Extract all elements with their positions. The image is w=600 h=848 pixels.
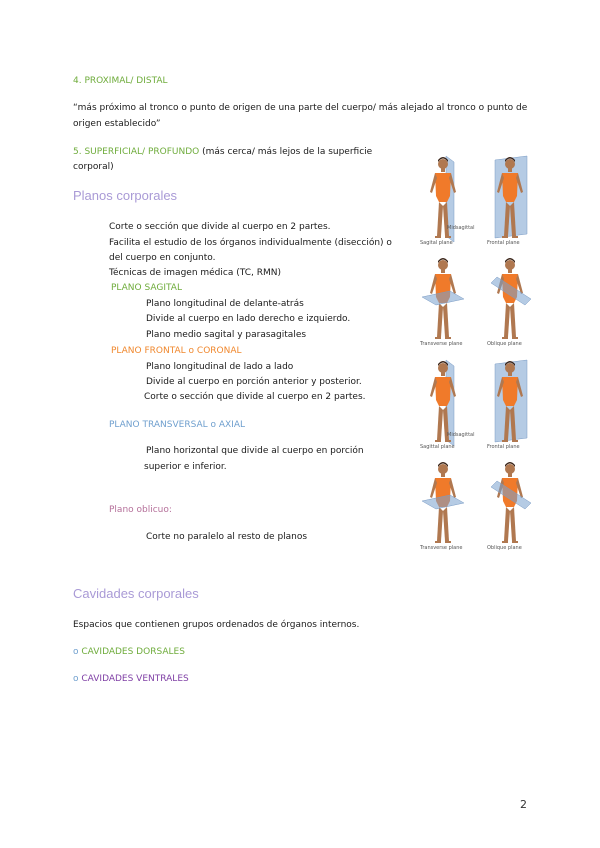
- transversal-item-1: Plano horizontal que divide al cuerpo en porción: [146, 446, 364, 456]
- cavidades-item-dorsales: [73, 646, 185, 658]
- cavidades-dorsales-label: CAVIDADES DORSALES: [81, 647, 185, 657]
- human-figure-icon: [420, 253, 466, 347]
- body-plane-figure: [487, 253, 533, 347]
- planos-intro-4: Técnicas de imagen médica (TC, RMN): [109, 268, 281, 278]
- figure-caption: Transverse plane: [420, 545, 463, 551]
- body-plane-figure: [487, 457, 533, 551]
- page-number: 2: [520, 798, 527, 811]
- section4-quote-line1: “más próximo al tronco o punto de origen de una parte del cuerpo/ más alejado al tronco o punto de: [73, 103, 528, 113]
- oblicuo-label: Plano oblicuo:: [109, 505, 172, 515]
- frontal-item-3: Corte o sección que divide al cuerpo en 2 partes.: [144, 392, 366, 402]
- section4-heading: 4. PROXIMAL/ DISTAL: [73, 76, 168, 86]
- figure-caption: Sagittal plane: [420, 444, 455, 450]
- body-plane-figure: [487, 356, 533, 450]
- figure-caption: Oblique plane: [487, 341, 522, 347]
- figure-caption: Frontal plane: [487, 444, 520, 450]
- figure-caption: Oblique plane: [487, 545, 522, 551]
- transversal-label: PLANO TRANSVERSAL o AXIAL: [109, 420, 245, 430]
- midsagittal-label: Midsagittal: [447, 225, 475, 231]
- frontal-item-1: Plano longitudinal de lado a lado: [146, 362, 294, 372]
- section5-line1: [73, 146, 372, 158]
- bullet-icon: o: [73, 674, 79, 684]
- body-plane-figure: [420, 253, 466, 347]
- cavidades-item-ventrales: [73, 673, 189, 685]
- sagital-item-2: Divide al cuerpo en lado derecho e izquierdo.: [146, 314, 351, 324]
- human-figure-icon: [487, 356, 533, 450]
- cavidades-title: Cavidades corporales: [73, 586, 199, 601]
- frontal-label: PLANO FRONTAL o CORONAL: [111, 346, 242, 356]
- cavidades-description: Espacios que contienen grupos ordenados de órganos internos.: [73, 620, 360, 630]
- section5-note: (más cerca/ más lejos de la superficie: [199, 147, 373, 157]
- cavidades-ventrales-label: CAVIDADES VENTRALES: [81, 674, 189, 684]
- figure-caption: Sagital plane: [420, 240, 453, 246]
- human-figure-icon: [487, 457, 533, 551]
- bullet-icon: o: [73, 647, 79, 657]
- oblicuo-item-1: Corte no paralelo al resto de planos: [146, 532, 308, 542]
- planos-title: Planos corporales: [73, 188, 178, 203]
- body-plane-figure: [487, 152, 533, 246]
- section4-quote-line2: origen establecido”: [73, 119, 161, 129]
- figure-caption: Transverse plane: [420, 341, 463, 347]
- section5-note-line2: corporal): [73, 162, 114, 172]
- midsagittal-label: Midsagittal: [447, 432, 475, 438]
- body-plane-figure: [420, 457, 466, 551]
- section5-heading: 5. SUPERFICIAL/ PROFUNDO: [73, 147, 200, 157]
- planos-intro-3: del cuerpo en conjunto.: [109, 253, 216, 263]
- sagital-item-1: Plano longitudinal de delante-atrás: [146, 299, 304, 309]
- planos-intro-1: Corte o sección que divide al cuerpo en 2 partes.: [109, 222, 331, 232]
- figure-caption: Frontal plane: [487, 240, 520, 246]
- sagital-label: PLANO SAGITAL: [111, 283, 182, 293]
- body-plane-figure: [420, 152, 466, 246]
- human-figure-icon: [420, 152, 466, 246]
- human-figure-icon: [420, 457, 466, 551]
- sagital-item-3: Plano medio sagital y parasagitales: [146, 330, 307, 340]
- transversal-item-2: superior e inferior.: [144, 462, 227, 472]
- frontal-item-2: Divide al cuerpo en porción anterior y posterior.: [146, 377, 362, 387]
- human-figure-icon: [487, 152, 533, 246]
- human-figure-icon: [487, 253, 533, 347]
- planos-intro-2: Facilita el estudio de los órganos individualmente (disección) o: [109, 238, 392, 248]
